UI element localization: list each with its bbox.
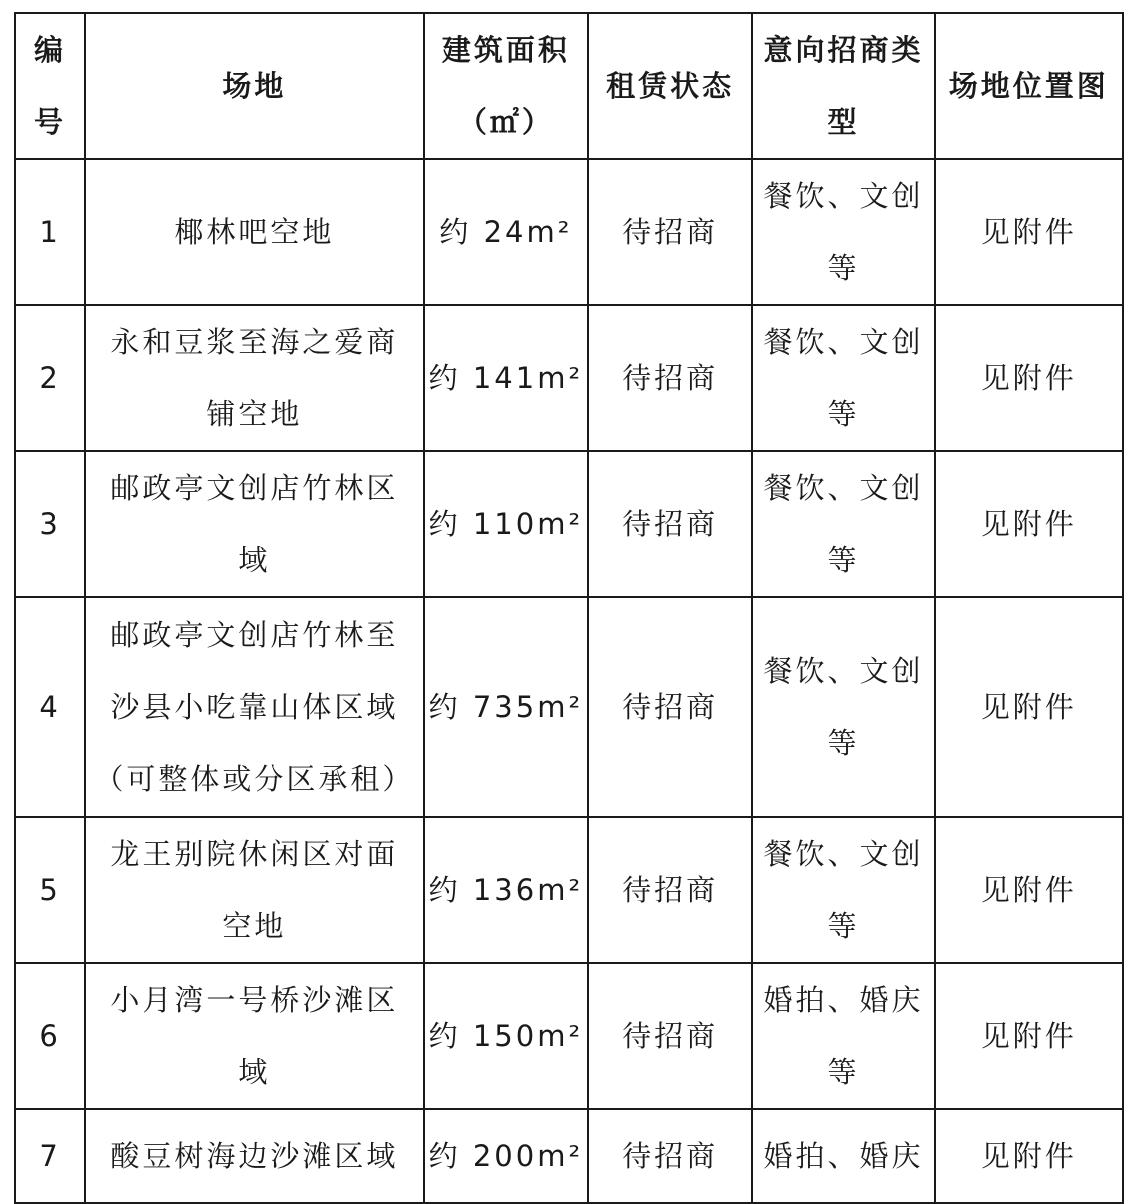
row-status: 待招商 <box>588 305 752 451</box>
row-area: 约 200m² <box>424 1109 588 1203</box>
row-status: 待招商 <box>588 963 752 1109</box>
row-area: 约 150m² <box>424 963 588 1109</box>
table-row <box>15 963 1123 1109</box>
row-number: 4 <box>15 597 85 817</box>
row-area: 约 24m² <box>424 159 588 305</box>
header-type: 意向招商类 型 <box>752 13 934 159</box>
row-map: 见附件 <box>935 1109 1123 1203</box>
row-site: 邮政亭文创店竹林区 域 <box>85 451 424 597</box>
header-area: 建筑面积 （㎡） <box>424 13 588 159</box>
header-site: 场地 <box>85 13 424 159</box>
row-map: 见附件 <box>935 597 1123 817</box>
row-number: 6 <box>15 963 85 1109</box>
sites-table <box>14 12 1124 1204</box>
row-map: 见附件 <box>935 817 1123 963</box>
header-row <box>15 13 1123 159</box>
row-type: 餐饮、文创 等 <box>752 305 934 451</box>
row-status: 待招商 <box>588 159 752 305</box>
table-row <box>15 159 1123 305</box>
row-status: 待招商 <box>588 1109 752 1203</box>
row-status: 待招商 <box>588 451 752 597</box>
row-map: 见附件 <box>935 159 1123 305</box>
row-site: 椰林吧空地 <box>85 159 424 305</box>
row-type: 餐饮、文创 等 <box>752 817 934 963</box>
row-area: 约 136m² <box>424 817 588 963</box>
row-number: 5 <box>15 817 85 963</box>
row-status: 待招商 <box>588 817 752 963</box>
row-number: 7 <box>15 1109 85 1203</box>
header-map: 场地位置图 <box>935 13 1123 159</box>
row-type: 婚拍、婚庆 <box>752 1109 934 1203</box>
header-number: 编 号 <box>15 13 85 159</box>
row-status: 待招商 <box>588 597 752 817</box>
row-type: 餐饮、文创 等 <box>752 597 934 817</box>
row-area: 约 735m² <box>424 597 588 817</box>
row-map: 见附件 <box>935 963 1123 1109</box>
row-site: 酸豆树海边沙滩区域 <box>85 1109 424 1203</box>
row-area: 约 141m² <box>424 305 588 451</box>
row-type: 餐饮、文创 等 <box>752 451 934 597</box>
table-row <box>15 451 1123 597</box>
row-number: 3 <box>15 451 85 597</box>
table-row <box>15 597 1123 817</box>
table-row <box>15 1109 1123 1203</box>
header-status: 租赁状态 <box>588 13 752 159</box>
row-map: 见附件 <box>935 451 1123 597</box>
row-area: 约 110m² <box>424 451 588 597</box>
row-number: 2 <box>15 305 85 451</box>
row-map: 见附件 <box>935 305 1123 451</box>
table-row <box>15 305 1123 451</box>
table-row <box>15 817 1123 963</box>
row-site: 龙王别院休闲区对面 空地 <box>85 817 424 963</box>
row-site: 邮政亭文创店竹林至 沙县小吃靠山体区域 （可整体或分区承租） <box>85 597 424 817</box>
row-site: 小月湾一号桥沙滩区 域 <box>85 963 424 1109</box>
row-type: 餐饮、文创 等 <box>752 159 934 305</box>
row-type: 婚拍、婚庆 等 <box>752 963 934 1109</box>
row-site: 永和豆浆至海之爱商 铺空地 <box>85 305 424 451</box>
row-number: 1 <box>15 159 85 305</box>
